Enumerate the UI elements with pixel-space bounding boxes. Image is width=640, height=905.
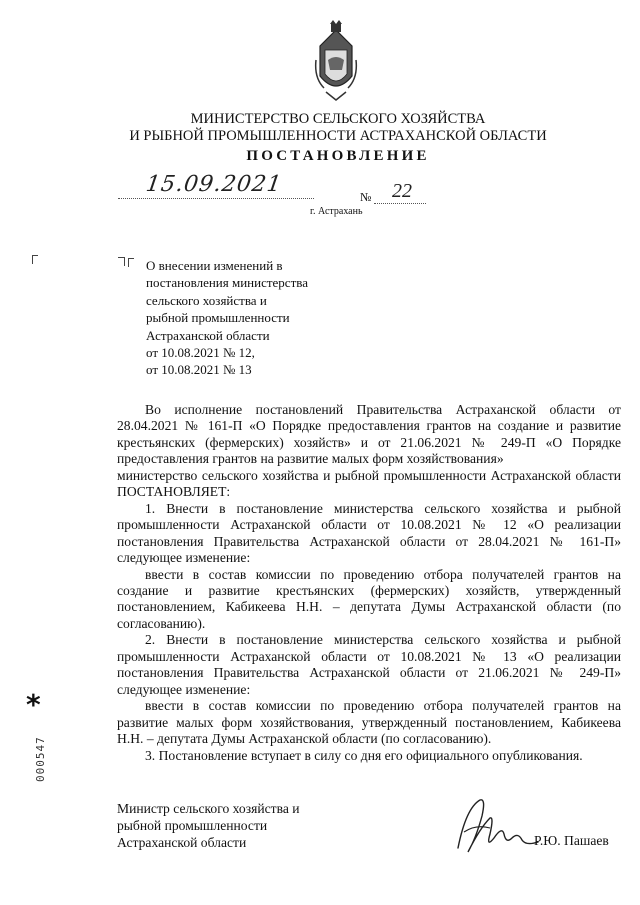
date-underline: [118, 198, 314, 199]
subject-corner-bracket: [128, 258, 134, 267]
subject-line: постановления министерства: [146, 275, 308, 291]
position-line: рыбной промышленности: [117, 818, 268, 833]
margin-star-mark: *: [26, 688, 41, 721]
preamble-paragraph: Во исполнение постановлений Правительства Астраханской области от 28.04.2021 № 161-П «О Порядке предоставления грантов на создание и развитие крестьянских (фермерских) хозяйств» и от 21.06.2021 № 249-П «О Порядке предоставления грантов на развитие малых форм хозяйствования»: [117, 402, 621, 467]
resolves-paragraph: министерство сельского хозяйства и рыбной промышленности Астраханской области ПОСТАНОВЛЯЕТ:: [117, 467, 621, 500]
subject-line: от 10.08.2021 № 13: [146, 362, 252, 378]
subject-line: рыбной промышленности: [146, 310, 290, 326]
subject-line: от 10.08.2021 № 12,: [146, 345, 255, 361]
handwritten-signature-icon: [446, 788, 546, 868]
number-sign: №: [360, 190, 372, 204]
position-line: Министр сельского хозяйства и: [117, 801, 300, 816]
subject-block: [146, 257, 308, 379]
subject-line: Астраханской области: [146, 327, 270, 343]
city-label: г. Астрахань: [310, 206, 363, 217]
document-number: 22: [392, 180, 412, 202]
margin-serial-number: 000547: [34, 736, 47, 782]
document-body: [117, 402, 621, 764]
left-corner-bracket: [32, 255, 38, 264]
subject-line: О внесении изменений в: [146, 258, 283, 273]
document-date: 15.09.2021: [144, 172, 284, 197]
item-1-paragraph: 1. Внести в постановление министерства сельского хозяйства и рыбной промышленности Астраханской области от 10.08.2021 № 12 «О реализации постановления Правительства Астраханской области от 28.04.2021 № 161-П» следующее изменение:: [117, 500, 621, 566]
item-2-text-paragraph: ввести в состав комиссии по проведению отбора получателей грантов на развитие малых форм хозяйствования, утвержденный постановлением, Кабикеева Н.Н. – депутата Думы Астраханской области (по согласованию).: [117, 698, 621, 747]
subject-line: сельского хозяйства и: [146, 292, 267, 308]
ministry-name-line2: И РЫБНОЙ ПРОМЫШЛЕННОСТИ АСТРАХАНСКОЙ ОБЛАСТИ: [129, 128, 547, 144]
item-1-text-paragraph: ввести в состав комиссии по проведению отбора получателей грантов на создание и развитие крестьянских (фермерских) хозяйств, утвержденный постановлением, Кабикеева Н.Н. – депутата Думы Астраханской области (по согласованию).: [117, 566, 621, 631]
ministry-name-line1: МИНИСТЕРСТВО СЕЛЬСКОГО ХОЗЯЙСТВА: [190, 111, 486, 127]
document-type-title: ПОСТАНОВЛЕНИЕ: [246, 148, 430, 164]
middle-corner-bracket: [118, 257, 125, 266]
item-3-paragraph: 3. Постановление вступает в силу со дня его официального опубликования.: [145, 747, 583, 763]
item-2-paragraph: 2. Внести в постановление министерства сельского хозяйства и рыбной промышленности Астраханской области от 10.08.2021 № 13 «О реализации постановления Правительства Астраханской области от 21.06.2021 № 249-П» следующее изменение:: [117, 632, 621, 697]
number-underline: [374, 203, 426, 204]
signer-name: Р.Ю. Пашаев: [534, 833, 609, 848]
coat-of-arms-icon: [314, 20, 358, 102]
position-line: Астраханской области: [117, 835, 247, 850]
signatory-position: [117, 800, 300, 851]
